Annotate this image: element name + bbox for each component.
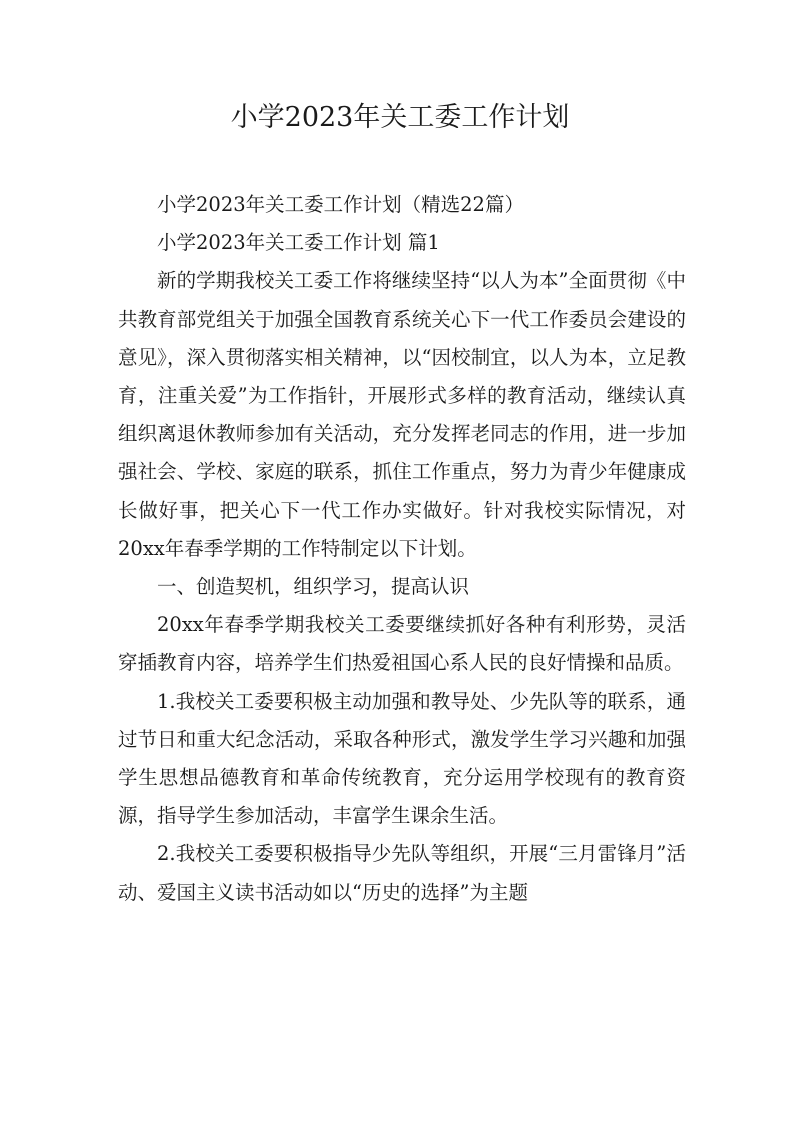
body-paragraph: 1.我校关工委要积极主动加强和教导处、少先队等的联系，通过节日和重大纪念活动，采取各种形式，激发学生学习兴趣和加强学生思想品德教育和革命传统教育，充分运用学校现有的教育资源，指导学生参加活动，丰富学生课余生活。 [118, 689, 686, 828]
body-paragraph: 20xx年春季学期我校关工委要继续抓好各种有利形势，灵活穿插教育内容，培养学生们热爱祖国心系人民的良好情操和品质。 [118, 613, 686, 675]
body-paragraph: 2.我校关工委要积极指导少先队等组织，开展“三月雷锋月”活动、爱国主义读书活动如以“历史的选择”为主题 [118, 842, 686, 904]
body-paragraph: 新的学期我校关工委工作将继续坚持“以人为本”全面贯彻《中共教育部党组关于加强全国教育系统关心下一代工作委员会建设的意见》，深入贯彻落实相关精神，以“因校制宜，以人为本，立足教育，注重关爱”为工作指针，开展形式多样的教育活动，继续认真组织离退休教师参加有关活动，充分发挥老同志的作用，进一步加强社会、学校、家庭的联系，抓住工作重点，努力为青少年健康成长做好事，把关心下一代工作办实做好。针对我校实际情况，对20xx年春季学期的工作特制定以下计划。 [118, 269, 686, 560]
section-heading: 一、创造契机，组织学习，提高认识 [157, 575, 470, 599]
subtitle-line: 小学2023年关工委工作计划（精选22篇） [157, 193, 524, 216]
document-body [118, 186, 686, 912]
section-heading: 小学2023年关工委工作计划 篇1 [157, 231, 440, 255]
document-title: 小学2023年关工委工作计划 [230, 102, 570, 133]
